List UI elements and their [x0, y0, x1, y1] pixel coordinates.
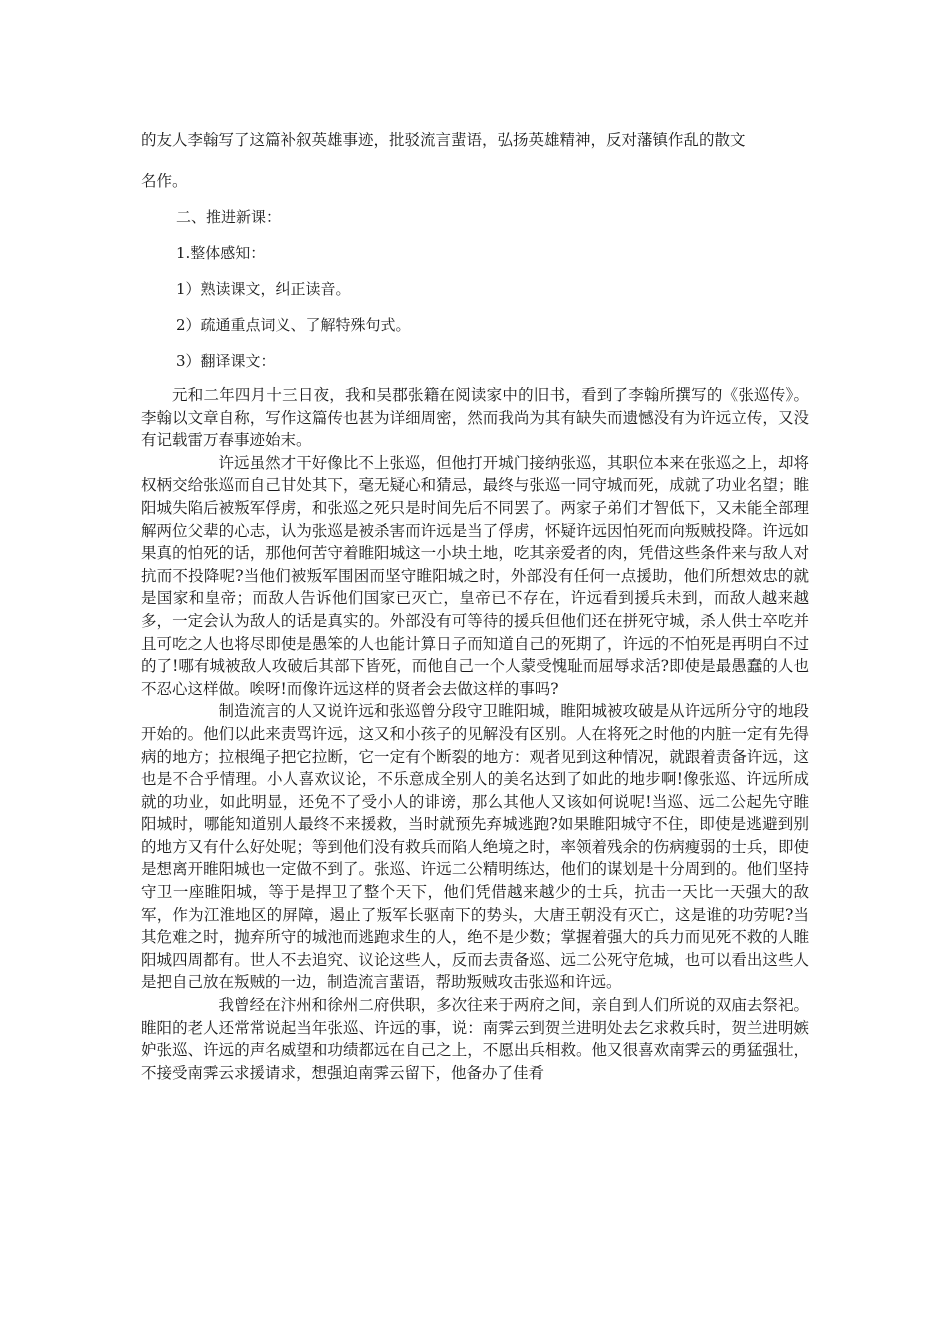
- intro-paragraph: [141, 120, 809, 202]
- intro-line-1: 的友人李翰写了这篇补叙英雄事迹，批驳流言蜚语，弘扬英雄精神，反对藩镇作乱的散文: [141, 131, 746, 149]
- translation-paragraph-4: 我曾经在汴州和徐州二府供职，多次往来于两府之间，亲自到人们所说的双庙去祭祀。睢阳的老人还常常说起当年张巡、许远的事，说：南霁云到贺兰进明处去乞求救兵时，贺兰进明嫉妒张巡、许远的声名威望和功绩都远在自己之上，不愿出兵相救。他又很喜欢南霁云的勇猛强壮，不接受南霁云求援请求，想强迫南霁云留下，他备办了佳肴: [141, 996, 809, 1082]
- task-item-3: 3）翻译课文：: [176, 352, 276, 370]
- step-heading: 1.整体感知：: [176, 244, 266, 262]
- translation-paragraph-3: 制造流言的人又说许远和张巡曾分段守卫睢阳城，睢阳城被攻破是从许远所分守的地段开始的。他们以此来责骂许远，这又和小孩子的见解没有区别。人在将死之时他的内脏一定有先得病的地方；拉根绳子把它拉断，它一定有个断裂的地方：观者见到这种情况，就跟着责备许远，这也是不合乎情理。小人喜欢议论，不乐意成全别人的美名达到了如此的地步啊!像张巡、许远所成就的功业，如此明显，还免不了受小人的诽谤，那么其他人又该如何说呢!当巡、远二公起先守睢阳城时，哪能知道别人最终不来援救，当时就预先弃城逃跑?如果睢阳城守不住，即使是逃避到别的地方又有什么好处呢；等到他们没有救兵而陷人绝境之时，率领着残余的伤病瘦弱的士兵，即使是想离开睢阳城也一定做不到了。张巡、许远二公精明练达，他们的谋划是十分周到的。他们坚持守卫一座睢阳城，等于是捍卫了整个天下，他们凭借越来越少的士兵，抗击一天比一天强大的敌军，作为江淮地区的屏障，遏止了叛军长驱南下的势头，大唐王朝没有灭亡，这是谁的功劳呢?当其危难之时，抛弃所守的城池而逃跑求生的人，绝不是少数；掌握着强大的兵力而见死不救的人睢阳城四周都有。世人不去追究、议论这些人，反而去责备巡、远二公死守危城，也可以看出这些人是把自己放在叛贼的一边，制造流言蜚语，帮助叛贼攻击张巡和许远。: [141, 702, 809, 992]
- translation-paragraph-1: 元和二年四月十三日夜，我和吴郡张籍在阅读家中的旧书，看到了李翰所撰写的《张巡传》。李翰以文章自称，写作这篇传也甚为详细周密，然而我尚为其有缺失而遗憾没有为许远立传，又没有记载雷万春事迹始末。: [141, 386, 809, 450]
- translation-paragraph-2: 许远虽然才干好像比不上张巡，但他打开城门接纳张巡，其职位本来在张巡之上，却将权柄交给张巡而自己甘处其下，毫无疑心和猜忌，最终与张巡一同守城而死，成就了功业名望；睢阳城失陷后被叛军俘虏，和张巡之死只是时间先后不同罢了。两家子弟们才智低下，又未能全部理解两位父辈的心志，认为张巡是被杀害而许远是当了俘虏，怀疑许远因怕死而向叛贼投降。许远如果真的怕死的话，那他何苦守着睢阳城这一小块土地，吃其亲爱者的肉，凭借这些条件来与敌人对抗而不投降呢?当他们被叛军围困而坚守睢阳城之时，外部没有任何一点援助，他们所想效忠的就是国家和皇帝；而敌人告诉他们国家已灭亡，皇帝已不存在，许远看到援兵未到，而敌人越来越多，一定会认为敌人的话是真实的。外部没有可等待的援兵但他们还在拼死守城，杀人供士卒吃并且可吃之人也将尽即使是愚笨的人也能计算日子而知道自己的死期了，许远的不怕死是再明白不过的了!哪有城被敌人攻破后其部下皆死，而他自己一个人蒙受愧耻而屈辱求活?即使是最愚蠢的人也不忍心这样做。唉呀!而像许远这样的贤者会去做这样的事吗?: [141, 453, 809, 698]
- task-item-1: 1）熟读课文，纠正读音。: [176, 280, 351, 298]
- intro-line-2: 名作。: [141, 172, 188, 190]
- translation-text: [141, 384, 809, 1084]
- task-item-2: 2）疏通重点词义、了解特殊句式。: [176, 316, 411, 334]
- lesson-outline: [176, 199, 816, 379]
- section-heading: 二、推进新课：: [176, 208, 282, 226]
